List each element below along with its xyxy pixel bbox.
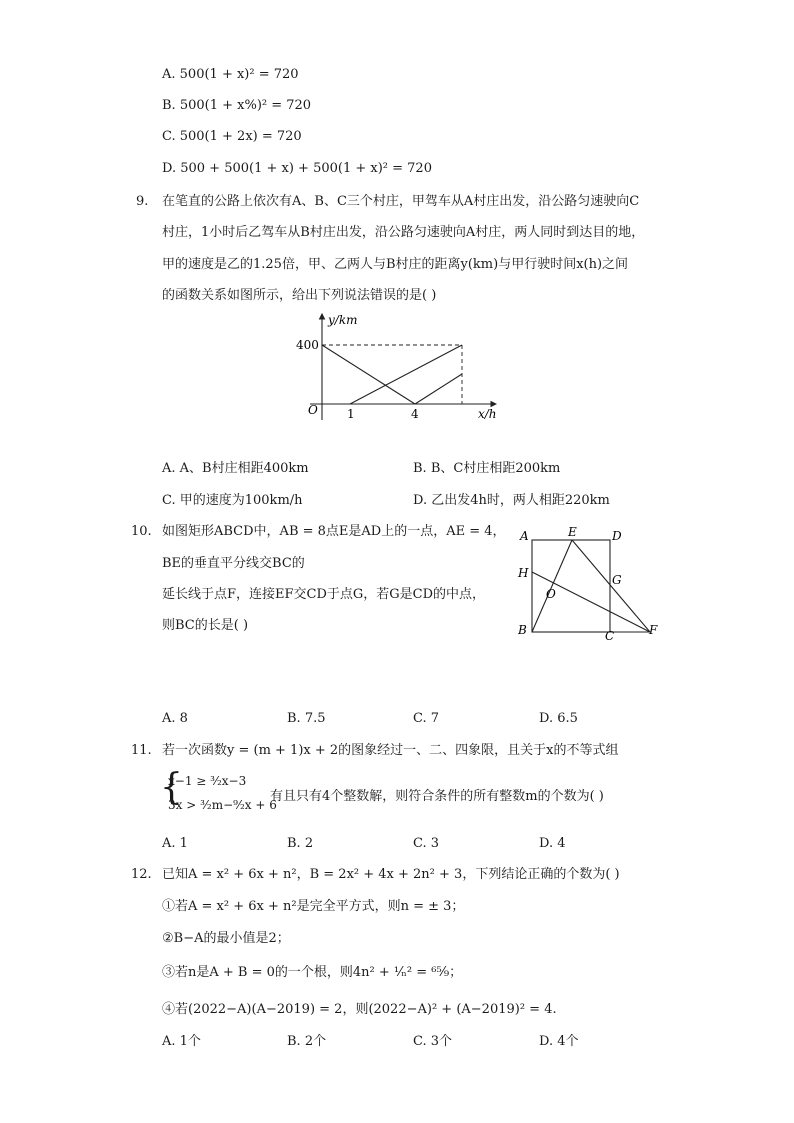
- q9-number: 9.: [136, 194, 149, 209]
- q10-segment-be: [532, 540, 572, 632]
- q10-option-d: D. 6.5: [539, 711, 578, 726]
- q10-text-line-3: 延长线于点F，连接EF交CD于点G，若G是CD的中点，: [162, 587, 486, 602]
- q9-option-d: D. 乙出发4h时，两人相距220km: [413, 493, 610, 508]
- q9-option-b: B. B、C村庄相距200km: [413, 461, 561, 476]
- q8-option-a: A. 500(1 + x)² = 720: [162, 67, 299, 82]
- q9-line-yi: [350, 345, 462, 404]
- q10-segment-ef: [572, 540, 650, 632]
- q10-label-e: E: [568, 526, 577, 539]
- q9-x-tick-1: 1: [347, 407, 355, 421]
- q10-option-c: C. 7: [413, 711, 440, 726]
- q9-y-tick-400: 400: [296, 338, 319, 352]
- q10-option-a: A. 8: [162, 711, 188, 726]
- q10-label-o: O: [546, 587, 556, 601]
- q12-statement-3: ③若n是A + B = 0的一个根，则4n² + ¹⁄ₙ² = ⁶⁵⁄₉；: [162, 965, 463, 980]
- q12-option-c: C. 3个: [413, 1034, 453, 1049]
- q12-statement-4: ④若(2022−A)(A−2019) = 2，则(2022−A)² + (A−2019)² = 4.: [162, 1002, 557, 1017]
- q12-number: 12.: [131, 867, 152, 882]
- q8-option-b: B. 500(1 + x%)² = 720: [162, 98, 312, 113]
- q12-text-line-1: 已知A = x² + 6x + n²，B = 2x² + 4x + 2n² + 3，下列结论正确的个数为( ): [162, 867, 620, 882]
- q11-option-a: A. 1: [162, 836, 188, 851]
- q11-option-c: C. 3: [413, 836, 440, 851]
- q10-option-b: B. 7.5: [287, 711, 326, 726]
- q9-option-c: C. 甲的速度为100km/h: [162, 493, 303, 508]
- q10-text-line-2: BE的垂直平分线交BC的: [162, 556, 305, 571]
- q12-statement-1: ①若A = x² + 6x + n²是完全平方式，则n = ± 3；: [162, 899, 465, 914]
- q9-text-line-3: 甲的速度是乙的1.25倍，甲、乙两人与B村庄的距离y(km)与甲行驶时间x(h)之间: [162, 257, 629, 272]
- q8-option-c: C. 500(1 + 2x) = 720: [162, 129, 302, 144]
- q10-label-a: A: [520, 529, 529, 543]
- q9-line-jia-to-b: [322, 345, 415, 404]
- q9-y-axis-label: y/km: [328, 313, 358, 327]
- q12-option-a: A. 1个: [162, 1034, 201, 1049]
- q10-label-g: G: [612, 573, 622, 587]
- q9-text-line-1: 在笔直的公路上依次有A、B、C三个村庄，甲驾车从A村庄出发，沿公路匀速驶向C: [162, 194, 640, 209]
- q11-text-tail: 有且只有4个整数解，则符合条件的所有整数m的个数为( ): [270, 789, 604, 804]
- q8-option-d: D. 500 + 500(1 + x) + 500(1 + x)² = 720: [162, 161, 432, 176]
- q12-statement-2: ②B−A的最小值是2；: [162, 931, 290, 946]
- q10-segment-hf: [532, 572, 650, 632]
- q12-option-d: D. 4个: [539, 1034, 579, 1049]
- q10-rectangle-abcd: [532, 540, 610, 632]
- q11-option-b: B. 2: [287, 836, 314, 851]
- q10-text-line-4: 则BC的长是( ): [162, 618, 249, 633]
- q9-x-tick-4: 4: [411, 407, 419, 421]
- q10-label-h: H: [518, 566, 529, 580]
- q9-option-a: A. A、B村庄相距400km: [162, 461, 309, 476]
- q11-inequality-2: 3x > ³⁄₂m−⁹⁄₂x + 6: [168, 798, 277, 812]
- q11-number: 11.: [131, 743, 152, 758]
- q10-label-b: B: [518, 623, 527, 637]
- q9-text-line-2: 村庄，1小时后乙驾车从B村庄出发，沿公路匀速驶向A村庄，两人同时到达目的地，: [162, 225, 645, 240]
- q9-text-line-4: 的函数关系如图所示，给出下列说法错误的是( ): [162, 288, 437, 303]
- q9-distance-time-graph: [290, 308, 510, 426]
- q9-origin-label: O: [308, 403, 318, 417]
- q10-label-d: D: [612, 529, 622, 543]
- q10-label-f: F: [649, 623, 658, 637]
- q10-label-c: C: [605, 629, 615, 642]
- q9-x-axis-label: x/h: [478, 407, 497, 421]
- q11-inequality-1: x−1 ≥ ³⁄₂x−3: [168, 774, 247, 788]
- q10-number: 10.: [131, 524, 152, 539]
- q11-option-d: D. 4: [539, 836, 566, 851]
- q9-line-jia-from-b: [415, 374, 462, 404]
- q12-option-b: B. 2个: [287, 1034, 327, 1049]
- q11-system-brace: {: [160, 767, 183, 808]
- q11-text-line-1: 若一次函数y = (m + 1)x + 2的图象经过一、二、四象限，且关于x的不等式组: [162, 743, 619, 758]
- q10-text-line-1: 如图矩形ABCD中，AB = 8点E是AD上的一点，AE = 4，: [162, 524, 506, 539]
- q10-rectangle-figure: [512, 526, 662, 642]
